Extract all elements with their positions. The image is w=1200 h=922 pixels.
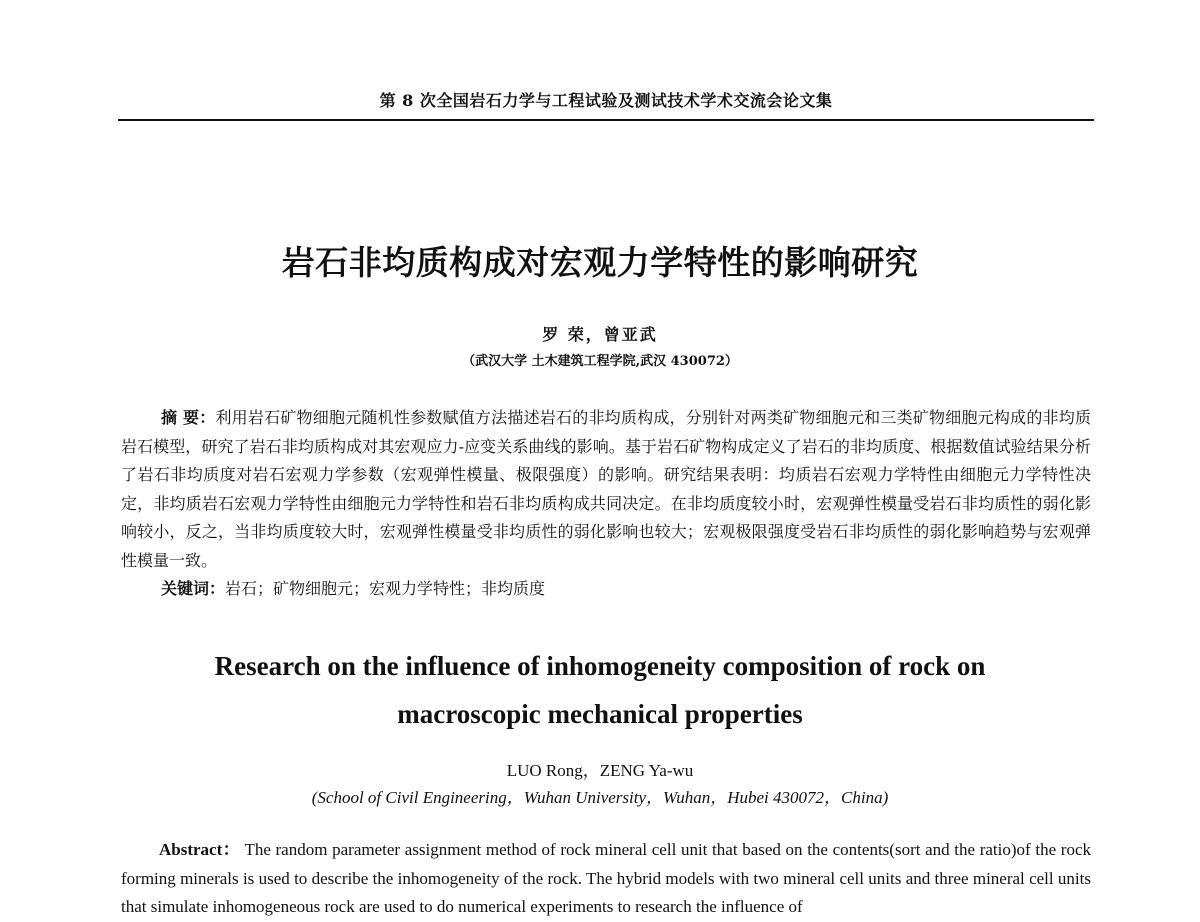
english-abstract-paragraph <box>121 836 1091 922</box>
english-authors: LUO Rong，ZENG Ya-wu <box>506 761 694 780</box>
header-rule <box>118 119 1094 121</box>
chinese-abstract <box>121 404 1091 575</box>
english-abstract <box>121 836 1091 922</box>
running-header: 第 8 次全国岩石力学与工程试验及测试技术学术交流会论文集 <box>379 91 833 110</box>
chinese-keywords-label: 关键词： <box>161 579 226 598</box>
english-title <box>0 642 1200 738</box>
chinese-keywords-text: 岩石；矿物细胞元；宏观力学特性；非均质度 <box>225 579 546 598</box>
english-abstract-text: The random parameter assignment method of rock mineral cell unit that based on the contents(sort and the ratio)of the rock forming minerals is used to describe the inhomogeneity of the rock. The hybrid models with two mineral cell units and three mineral cell units that simulate inhomogeneous rock are used to do numerical experiments to research the influence of <box>121 840 1091 916</box>
chinese-authors: 罗 荣，曾亚武 <box>542 325 658 344</box>
english-title-line-1: Research on the influence of inhomogeneity composition of rock on <box>214 651 986 681</box>
chinese-abstract-paragraph <box>121 404 1091 575</box>
chinese-title: 岩石非均质构成对宏观力学特性的影响研究 <box>281 243 919 282</box>
chinese-abstract-label: 摘 要： <box>161 408 216 427</box>
chinese-abstract-text: 利用岩石矿物细胞元随机性参数赋值方法描述岩石的非均质构成，分别针对两类矿物细胞元和三类矿物细胞元构成的非均质岩石模型，研究了岩石非均质构成对其宏观应力-应变关系曲线的影响。基于岩石矿物构成定义了岩石的非均质度、根据数值试验结果分析了岩石非均质度对岩石宏观力学参数（宏观弹性模量、极限强度）的影响。研究结果表明：均质岩石宏观力学特性由细胞元力学特性决定，非均质岩石宏观力学特性由细胞元力学特性和岩石非均质构成共同决定。在非均质度较小时，宏观弹性模量受岩石非均质性的弱化影响较小，反之，当非均质度较大时，宏观弹性模量受非均质性的弱化影响也较大；宏观极限强度受岩石非均质性的弱化影响趋势与宏观弹性模量一致。 <box>121 408 1091 570</box>
english-title-line-2: macroscopic mechanical properties <box>397 699 803 729</box>
chinese-affiliation: （武汉大学 土木建筑工程学院,武汉 430072） <box>462 354 738 369</box>
english-affiliation: (School of Civil Engineering，Wuhan University，Wuhan，Hubei 430072，China) <box>311 788 889 807</box>
english-abstract-label: Abstract： <box>159 840 241 859</box>
chinese-keywords <box>161 575 1091 603</box>
